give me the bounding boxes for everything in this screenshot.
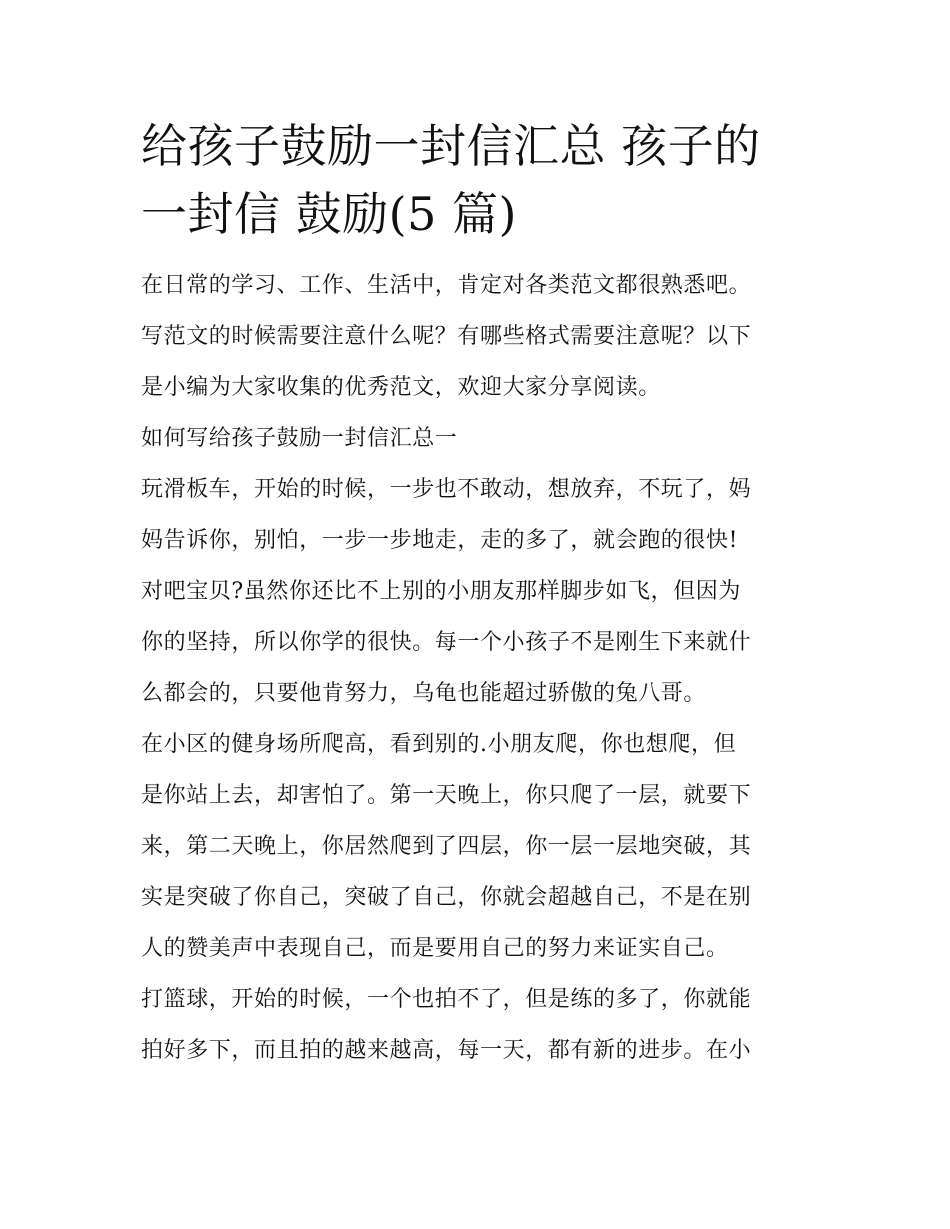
section-heading bbox=[141, 413, 821, 464]
body-paragraph-climbing bbox=[141, 719, 821, 974]
paragraph-line: 实是突破了你自己，突破了自己，你就会超越自己，不是在别 bbox=[141, 885, 752, 910]
paragraph-line: 来，第二天晚上，你居然爬到了四层，你一层一层地突破，其 bbox=[141, 834, 752, 859]
paragraph-line: 拍好多下，而且拍的越来越高，每一天，都有新的进步。在小 bbox=[141, 1038, 752, 1063]
paragraph-line: 是你站上去，却害怕了。第一天晚上，你只爬了一层，就要下 bbox=[141, 783, 752, 808]
paragraph-line: 打篮球，开始的时候，一个也拍不了，但是练的多了，你就能 bbox=[141, 987, 752, 1012]
title-line-2: 一封信 鼓励(5 篇) bbox=[141, 187, 517, 241]
paragraph-line: 在小区的健身场所爬高，看到别的.小朋友爬，你也想爬，但 bbox=[141, 732, 737, 757]
paragraph-line: 写范文的时候需要注意什么呢？有哪些格式需要注意呢？以下 bbox=[141, 324, 752, 349]
body-paragraph-basketball bbox=[141, 974, 821, 1076]
paragraph-line: 玩滑板车，开始的时候，一步也不敢动，想放弃，不玩了，妈 bbox=[141, 477, 752, 502]
paragraph-line: 对吧宝贝?虽然你还比不上别的小朋友那样脚步如飞，但因为 bbox=[141, 579, 741, 604]
paragraph-line: 人的赞美声中表现自己，而是要用自己的努力来证实自己。 bbox=[141, 936, 729, 961]
paragraph-line: 么都会的，只要他肯努力，乌龟也能超过骄傲的兔八哥。 bbox=[141, 681, 707, 706]
paragraph-line: 妈告诉你，别怕，一步一步地走，走的多了，就会跑的很快! bbox=[141, 528, 739, 553]
paragraph-line: 在日常的学习、工作、生活中，肯定对各类范文都很熟悉吧。 bbox=[141, 273, 752, 298]
paragraph-line: 你的坚持，所以你学的很快。每一个小孩子不是刚生下来就什 bbox=[141, 630, 752, 655]
paragraph-line: 是小编为大家收集的优秀范文，欢迎大家分享阅读。 bbox=[141, 375, 661, 400]
intro-paragraph bbox=[141, 260, 821, 413]
document-title bbox=[141, 112, 821, 248]
body-paragraph-scooter bbox=[141, 464, 821, 719]
title-line-1: 给孩子鼓励一封信汇总 孩子的 bbox=[141, 119, 761, 173]
section-heading-text: 如何写给孩子鼓励一封信汇总一 bbox=[141, 426, 458, 451]
document-content bbox=[141, 112, 821, 1076]
